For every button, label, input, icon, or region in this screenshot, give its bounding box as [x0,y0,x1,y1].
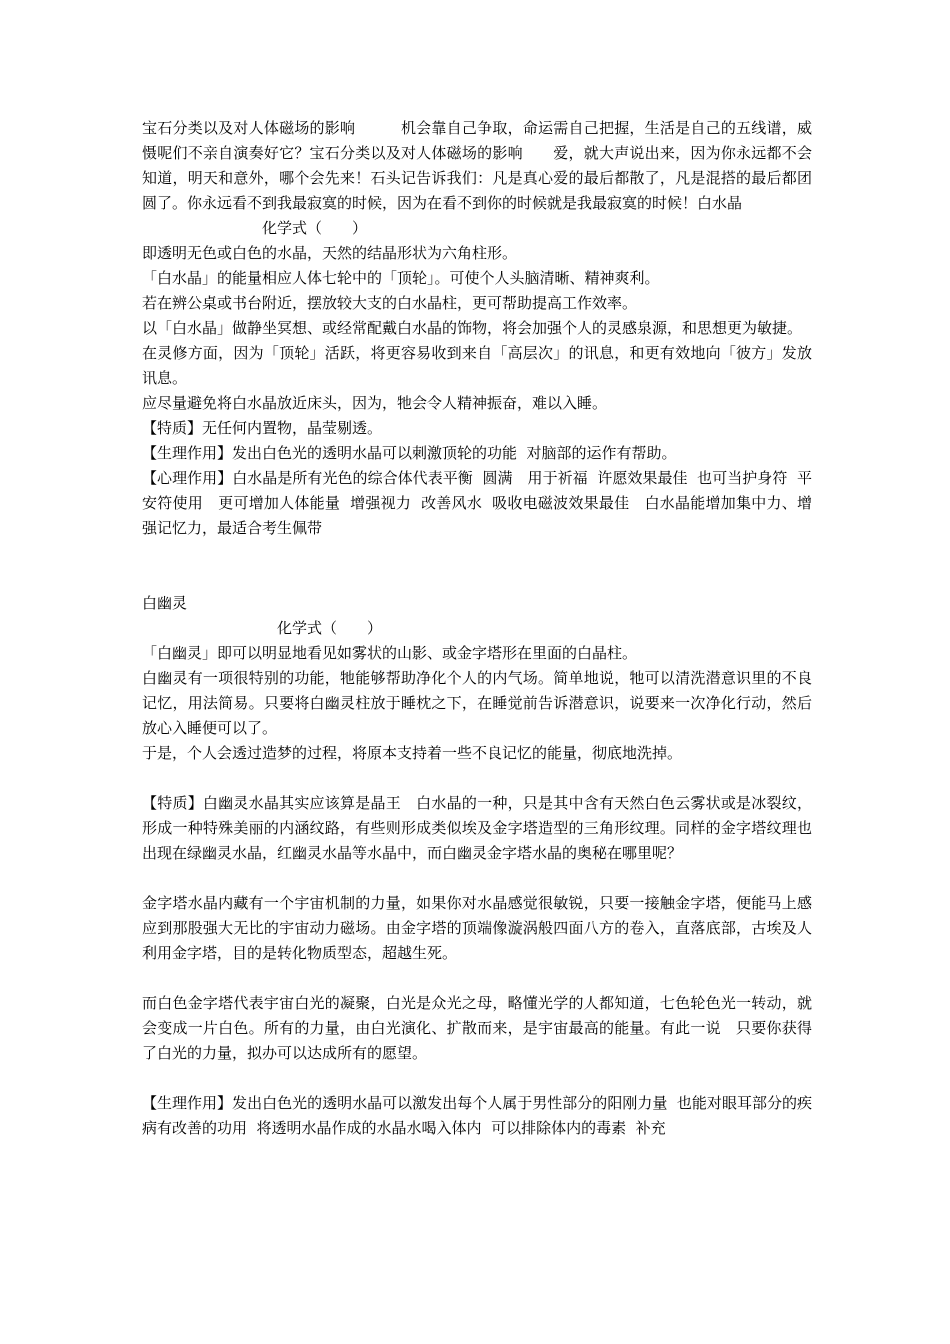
body-paragraph: 在灵修方面，因为「顶轮」活跃，将更容易收到来自「高层次」的讯息，和更有效地向「彼方」发放讯息。 [142,344,812,387]
body-paragraph: 白幽灵有一项很特别的功能，牠能够帮助净化个人的内气场。简单地说，牠可以清洗潜意识里的不良记忆，用法简易。只要将白幽灵柱放于睡枕之下，在睡觉前告诉潜意识，说要来一次净化行动，然后放心入睡便可以了。 [142,669,812,737]
spacer [142,566,812,591]
body-paragraph: 以「白水晶」做静坐冥想、或经常配戴白水晶的饰物，将会加强个人的灵感泉源，和思想更为敏捷。 [142,319,803,337]
psychology-paragraph: 【心理作用】白水晶是所有光色的综合体代表平衡 圆满 用于祈福 许愿效果最佳 也可当护身符 平安符使用 更可增加人体能量 增强视力 改善风水 吸收电磁波效果最佳 白水晶能增加集中力、增强记忆力，最适合考生佩带 [142,469,812,537]
spacer [142,966,812,991]
spacer [142,866,812,891]
spacer [142,1066,812,1091]
chemical-formula-line: 化学式（ ） [142,619,383,637]
spacer [142,541,812,566]
physiology-paragraph: 【生理作用】发出白色光的透明水晶可以刺激顶轮的功能 对脑部的运作有帮助。 [142,444,677,462]
property-paragraph: 【特质】白幽灵水晶其实应该算是晶王 白水晶的一种，只是其中含有天然白色云雾状或是冰裂纹，形成一种特殊美丽的内涵纹路，有些则形成类似埃及金字塔造型的三角形纹理。同样的金字塔纹理也出现在绿幽灵水晶，红幽灵水晶等水晶中，而白幽灵金字塔水晶的奥秘在哪里呢？ [142,794,812,862]
body-paragraph: 即透明无色或白色的水晶，天然的结晶形状为六角柱形。 [142,244,518,262]
body-paragraph: 「白水晶」的能量相应人体七轮中的「顶轮」。可使个人头脑清晰、精神爽利。 [142,269,660,287]
spacer [142,766,812,791]
body-paragraph: 「白幽灵」即可以明显地看见如雾状的山影、或金字塔形在里面的白晶柱。 [142,644,638,662]
body-paragraph: 若在辨公桌或书台附近，摆放较大支的白水晶柱，更可帮助提高工作效率。 [142,294,638,312]
body-paragraph: 于是，个人会透过造梦的过程，将原本支持着一些不良记忆的能量，彻底地洗掉。 [142,744,683,762]
property-paragraph: 【特质】无任何内置物，晶莹剔透。 [142,419,383,437]
physiology-paragraph: 【生理作用】发出白色光的透明水晶可以激发出每个人属于男性部分的阳刚力量 也能对眼耳部分的疾病有改善的功用 将透明水晶作成的水晶水喝入体内 可以排除体内的毒素 补充 [142,1094,812,1137]
section-title: 白幽灵 [142,594,188,612]
document-body [142,116,812,1141]
body-paragraph: 金字塔水晶内藏有一个宇宙机制的力量，如果你对水晶感觉很敏锐，只要一接触金字塔，便能马上感应到那股强大无比的宇宙动力磁场。由金字塔的顶端像漩涡般四面八方的卷入，直落底部，古埃及人利用金字塔，目的是转化物质型态，超越生死。 [142,894,812,962]
chemical-formula-line: 化学式（ ） [142,219,368,237]
intro-paragraph: 宝石分类以及对人体磁场的影响 机会靠自己争取，命运需自己把握，生活是自己的五线谱，威慑呢们不亲自演奏好它？宝石分类以及对人体磁场的影响 爱，就大声说出来，因为你永远都不会知道，明天和意外，哪个会先来！石头记告诉我们：凡是真心爱的最后都散了，凡是混搭的最后都团圆了。你永远看不到我最寂寞的时候，因为在看不到你的时候就是我最寂寞的时候！白水晶 [142,119,812,212]
body-paragraph: 而白色金字塔代表宇宙白光的凝聚，白光是众光之母，略懂光学的人都知道，七色轮色光一转动，就会变成一片白色。所有的力量，由白光演化、扩散而来，是宇宙最高的能量。有此一说 只要你获得了白光的力量，拟办可以达成所有的愿望。 [142,994,812,1062]
body-paragraph: 应尽量避免将白水晶放近床头，因为，牠会令人精神振奋，难以入睡。 [142,394,608,412]
